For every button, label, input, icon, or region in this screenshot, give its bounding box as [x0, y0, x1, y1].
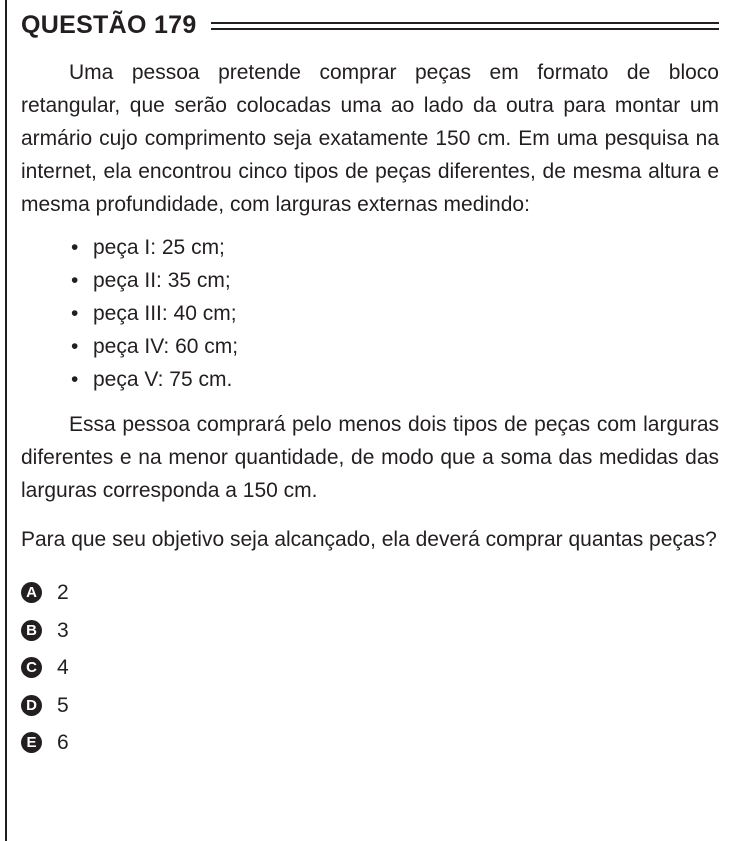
condition-paragraph: Essa pessoa comprará pelo menos dois tipos de peças com larguras diferentes e na menor quantidade, de modo que a soma das medidas das larguras corresponda a 150 cm.	[21, 413, 719, 502]
intro-paragraph: Uma pessoa pretende comprar peças em formato de bloco retangular, que serão colocadas uma ao lado da outra para montar um armário cujo comprimento seja exatamente 150 cm. Em uma pesquisa na internet, ela encontrou cinco tipos de peças diferentes, de mesma altura e mesma profundidade, com larguras externas medindo:	[21, 61, 719, 216]
widths-list	[21, 231, 719, 396]
bullet-icon: •	[71, 335, 79, 358]
list-item	[71, 231, 719, 264]
list-item-text: peça III: 40 cm;	[93, 302, 237, 325]
option-c[interactable]	[21, 649, 719, 687]
list-item-text: peça IV: 60 cm;	[93, 335, 239, 358]
option-d-text: 5	[57, 693, 69, 717]
option-letter-d-icon: D	[21, 695, 42, 716]
bullet-icon: •	[71, 236, 79, 259]
option-e[interactable]	[21, 724, 719, 762]
bullet-icon: •	[71, 368, 79, 391]
bullet-icon: •	[71, 269, 79, 292]
option-a[interactable]	[21, 574, 719, 612]
answer-options	[21, 574, 719, 762]
question-header	[21, 8, 719, 42]
option-letter-e-icon: E	[21, 732, 42, 753]
list-item-text: peça I: 25 cm;	[93, 236, 225, 259]
option-c-text: 4	[57, 656, 69, 680]
list-item	[71, 363, 719, 396]
question-title: QUESTÃO 179	[21, 10, 197, 39]
option-e-text: 6	[57, 731, 69, 755]
list-item	[71, 330, 719, 363]
list-item	[71, 264, 719, 297]
option-a-text: 2	[57, 581, 69, 605]
option-letter-c-icon: C	[21, 657, 42, 678]
option-b[interactable]	[21, 612, 719, 650]
list-item-text: peça II: 35 cm;	[93, 269, 231, 292]
bullet-icon: •	[71, 302, 79, 325]
question-paragraph: Para que seu objetivo seja alcançado, ela deverá comprar quantas peças?	[21, 528, 717, 551]
title-double-rule	[211, 22, 719, 30]
left-margin-rule	[5, 0, 7, 841]
option-b-text: 3	[57, 618, 69, 642]
list-item-text: peça V: 75 cm.	[93, 368, 233, 391]
list-item	[71, 297, 719, 330]
question-body	[21, 56, 719, 762]
option-letter-a-icon: A	[21, 582, 42, 603]
option-d[interactable]	[21, 687, 719, 725]
option-letter-b-icon: B	[21, 620, 42, 641]
